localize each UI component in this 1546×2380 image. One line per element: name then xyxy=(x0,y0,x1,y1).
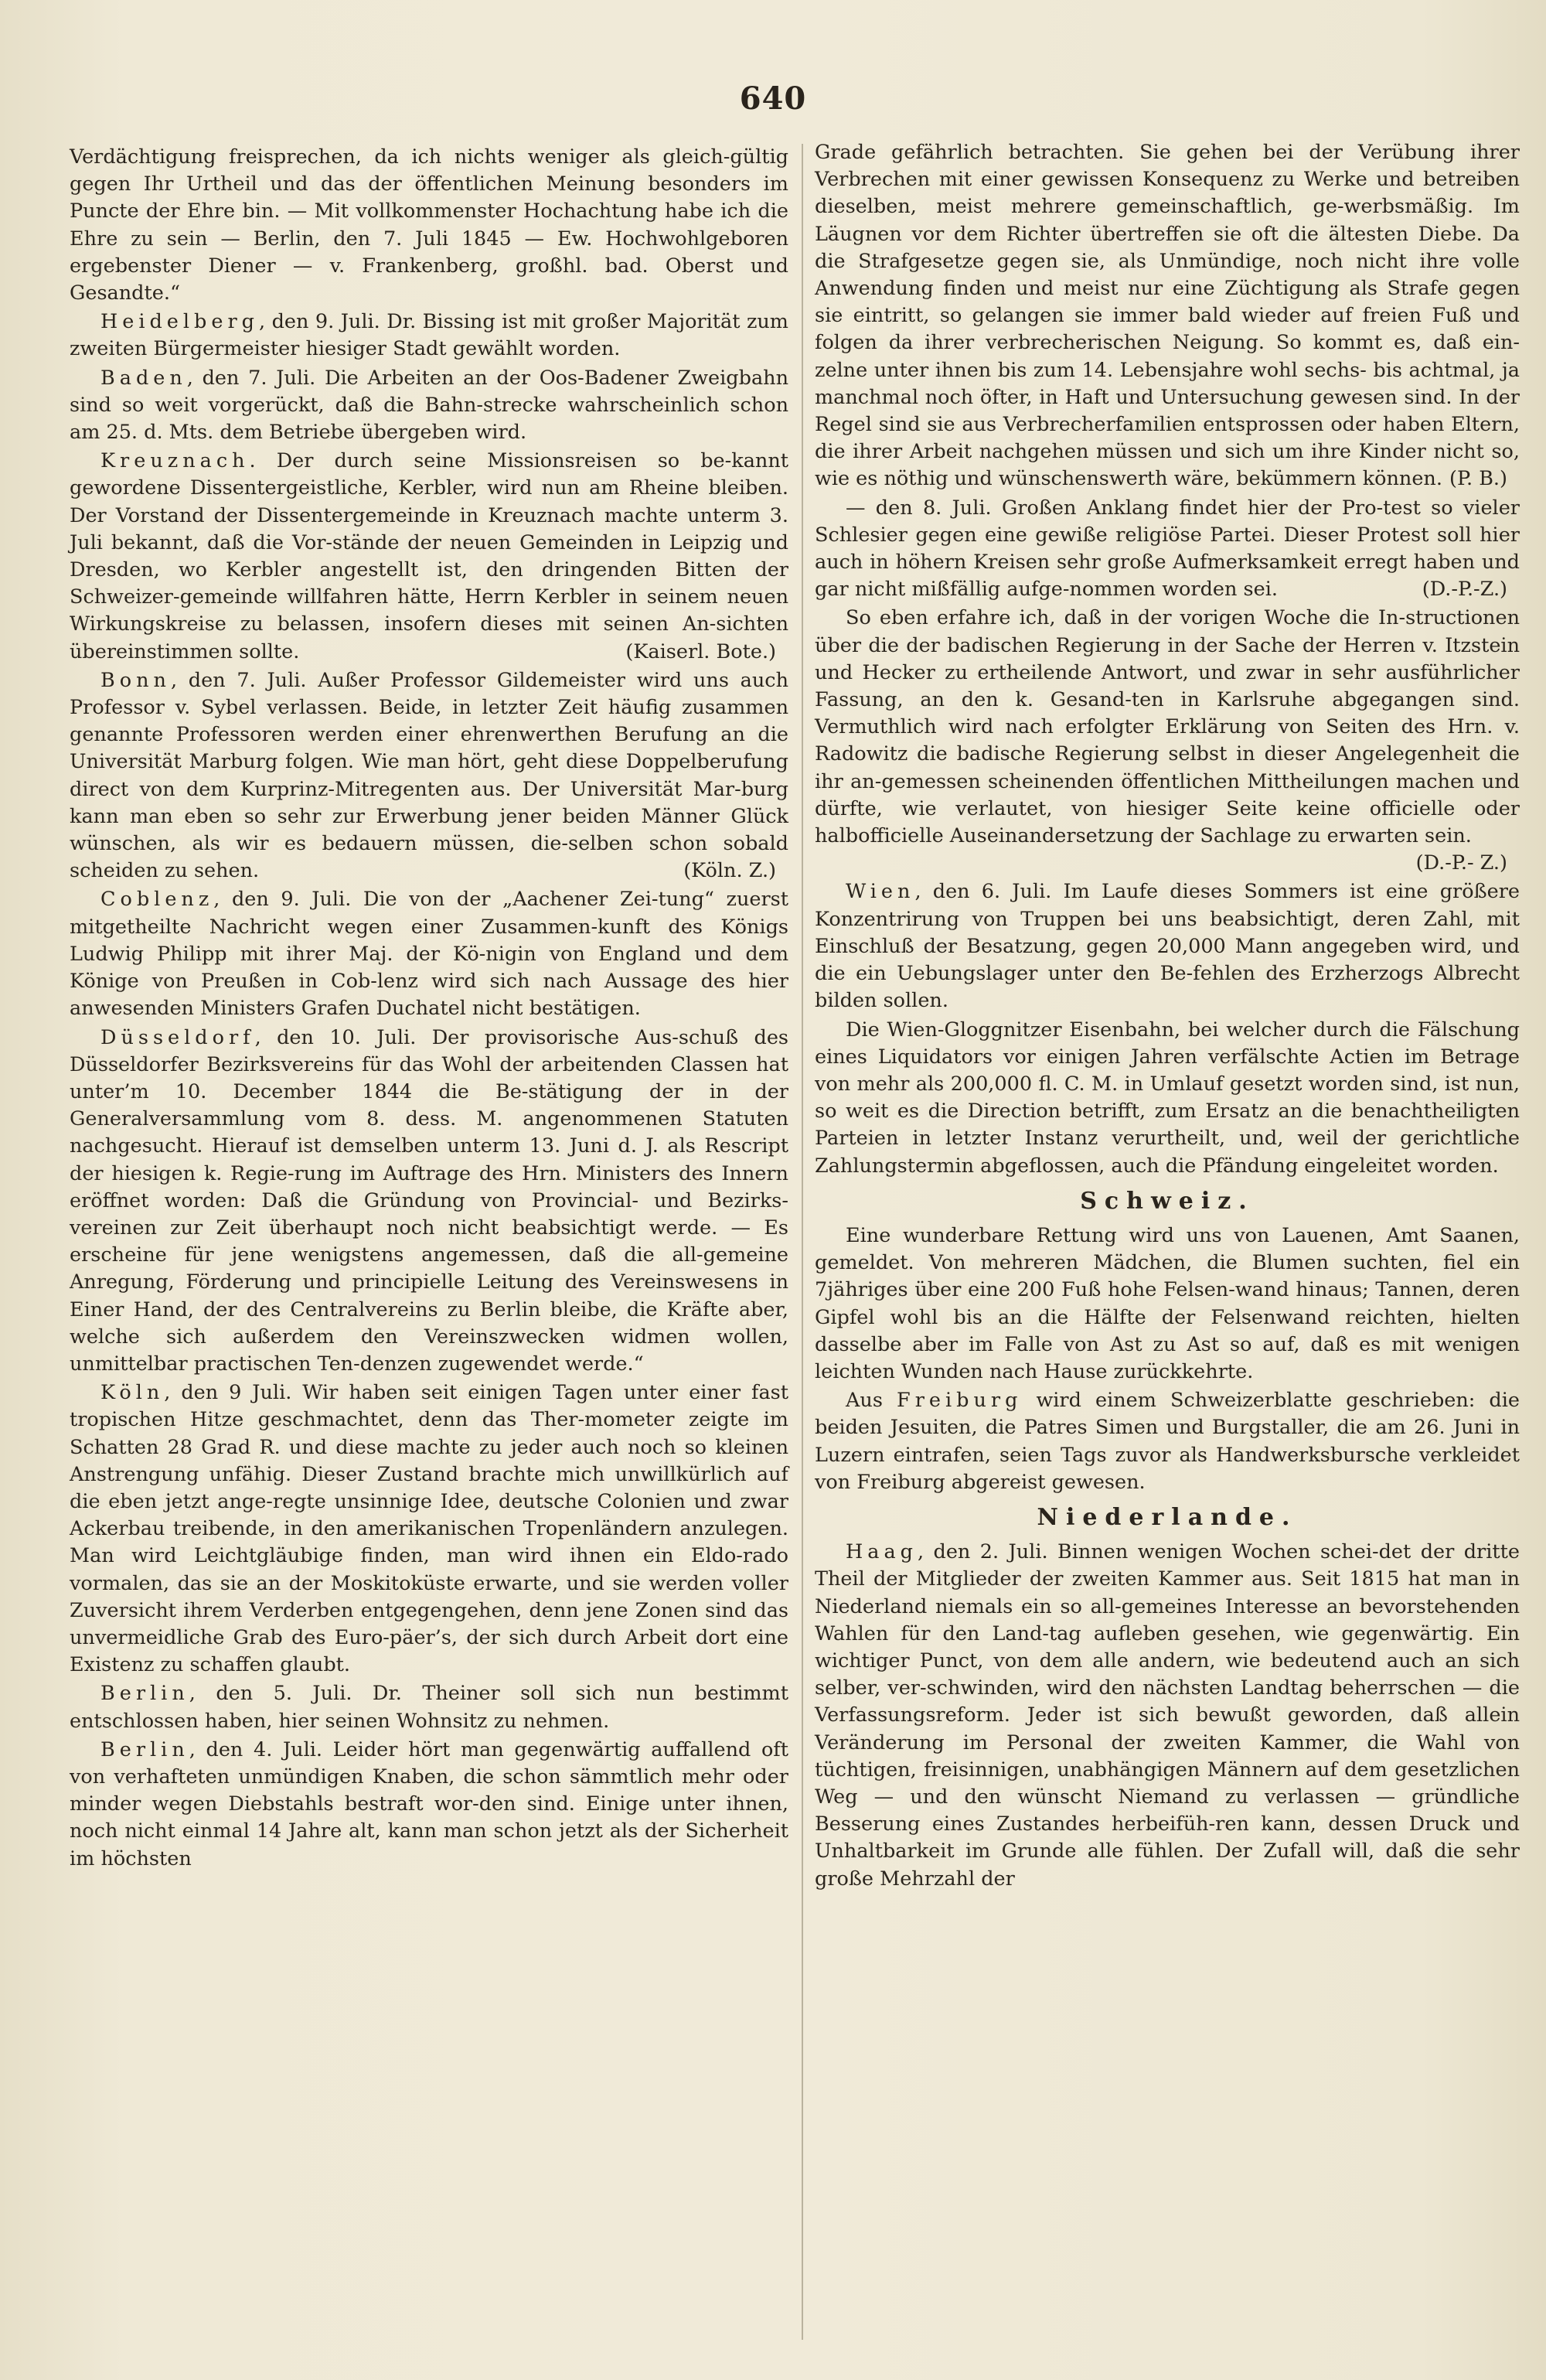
paragraph-text: , den 5. Juli. Dr. Theiner soll sich nun bestimmt entschlossen haben, hier seinen Wohnsitz zu nehmen. xyxy=(70,1682,788,1733)
source-citation: (D.-P.-Z.) xyxy=(1422,578,1507,602)
article-paragraph xyxy=(70,667,788,885)
dateline-place: Düsseldorf xyxy=(100,1025,255,1049)
page-number: 640 xyxy=(739,80,807,117)
article-paragraph xyxy=(70,1025,788,1379)
dateline-place: Freiburg xyxy=(897,1389,1023,1413)
article-paragraph xyxy=(70,365,788,447)
paragraph-text: wird einem Schweizerblatte geschrieben: die beiden Jesuiten, die Patres Simen und Burgstaller, die am 26. Juni in Luzern eintrafen, seien Tags zuvor als Handwerksbursche verkleidet von Freiburg abgereist gewesen. xyxy=(815,1389,1520,1494)
source-citation: (Kaiserl. Bote.) xyxy=(625,639,776,663)
dateline-place: Bonn xyxy=(100,668,171,692)
paragraph-text: , den 7. Juli. Die Arbeiten an der Oos-Badener Zweigbahn sind so weit vorgerückt, daß die Bahn-strecke wahrscheinlich schon am 25. d. Mts. dem Betriebe übergeben wird. xyxy=(70,366,788,445)
article-paragraph xyxy=(815,495,1520,604)
dateline-place: Wien xyxy=(846,880,915,904)
paragraph-text: , den 7. Juli. Außer Professor Gildemeister wird uns auch Professor v. Sybel verlassen. Beide, in letzter Zeit häufig zusammen genannte Professoren werden einer ehrenwerthen Berufung an die Universität Marburg folgen. Wie man hört, geht diese Doppelberufung direct von dem Kurprinz-Mitregenten aus. Der Universität Mar-burg kann man eben so sehr zur Erwerbung jener beiden Männer Glück wünschen, als wir es bedauern müssen, die-selben schon sobald scheiden zu sehen. xyxy=(70,668,788,883)
section-niederlande-body xyxy=(815,1539,1520,1893)
article-paragraph xyxy=(815,139,1520,493)
section-heading-schweiz: Schweiz. xyxy=(1080,1187,1255,1215)
right-column-articles xyxy=(815,139,1520,1180)
dateline-place: Berlin xyxy=(100,1737,189,1761)
dateline-place: Coblenz xyxy=(100,888,214,912)
paragraph-text: Grade gefährlich betrachten. Sie gehen bei der Verübung ihrer Verbrechen mit einer gewissen Konsequenz zu Werke und betreiben dieselben, meist mehrere gemeinschaftlich, ge-werbsmäßig. Im Läugnen vor dem Richter übertreffen sie oft die ältesten Diebe. Da die Strafgesetze gegen sie, als Unmündige, noch nicht ihre volle Anwendung finden und meist nur eine Züchtigung als Strafe gegen sie eintritt, so gelangen sie immer bald wieder auf freien Fuß und folgen da ihrer verbrecherischen Neigung. So kommt es, daß ein-zelne unter ihnen bis zum 14. Lebensjahre wohl sechs- bis achtmal, ja manchmal noch öfter, in Haft und Untersuchung gewesen sind. In der Regel sind sie aus Verbrecherfamilien entsprossen oder haben Eltern, die ihrer Arbeit nachgehen müssen und sich um ihre Kinder nicht so, wie es nöthig und wünschenswerth wäre, bekümmern können. xyxy=(815,141,1520,491)
paragraph-text: So eben erfahre ich, daß in der vorigen Woche die In-structionen über die der badischen Regierung in der Sache der Herren v. Itzstein und Hecker zu ertheilende Antwort, und zwar in sehr ausführlicher Fassung, an den k. Gesand-ten in Karlsruhe abgegangen sind. Vermuthlich wird nach erfolgter Erklärung von Seiten des Hrn. v. Radowitz die badische Regierung selbst in dieser Angelegenheit die ihr an-gemessen scheinenden öffentlichen Mittheilungen machen und dürfte, wie verlautet, von hiesiger Seite keine officielle oder halbofficielle Auseinandersetzung der Sachlage zu erwarten sein. xyxy=(815,606,1520,848)
paragraph-text: — den 8. Juli. Großen Anklang findet hier der Pro-test so vieler Schlesier gegen eine gewiße religiöse Partei. Dieser Protest soll hier auch in höhern Kreisen sehr große Aufmerksamkeit erregt haben und gar nicht mißfällig aufge-nommen worden sei. xyxy=(815,496,1520,602)
article-paragraph xyxy=(70,1680,788,1734)
paragraph-lead-text: Aus xyxy=(846,1389,897,1413)
paragraph-text: Die Wien-Gloggnitzer Eisenbahn, bei welcher durch die Fälschung eines Liquidators vor einigen Jahren verfälschte Actien im Betrage von mehr als 200,000 fl. C. M. in Umlauf gesetzt worden sind, ist nun, so weit es die Direction betrifft, zum Ersatz an die benachtheiligten Parteien in letzter Instanz verurtheilt, und, weil der gerichtliche Zahlungstermin abgeflossen, auch die Pfändung eingeleitet worden. xyxy=(815,1018,1520,1178)
section-heading-niederlande: Niederlande. xyxy=(1037,1503,1298,1531)
article-paragraph xyxy=(815,1539,1520,1893)
paragraph-text: Eine wunderbare Rettung wird uns von Lauenen, Amt Saanen, gemeldet. Von mehreren Mädchen, die Blumen suchten, fiel ein 7jähriges über eine 200 Fuß hohe Felsen-wand hinaus; Tannen, deren Gipfel wohl bis an die Hälfte der Felsenwand reichten, hielten dasselbe aber im Falle von Ast zu Ast so auf, daß es mit wenigen leichten Wunden nach Hause zurückkehrte. xyxy=(815,1223,1520,1383)
paragraph-text: , den 4. Juli. Leider hört man gegenwärtig auffallend oft von verhafteten unmündigen Knaben, die schon sämmtlich mehr oder minder wegen Diebstahls bestraft wor-den sind. Einige unter ihnen, noch nicht einmal 14 Jahre alt, kann man schon jetzt als der Sicherheit im höchsten xyxy=(70,1737,788,1870)
left-column xyxy=(70,144,788,1874)
paragraph-text: Verdächtigung freisprechen, da ich nichts weniger als gleich-gültig gegen Ihr Urtheil und das der öffentlichen Meinung besonders im Puncte der Ehre bin. — Mit vollkommenster Hochachtung habe ich die Ehre zu sein — Berlin, den 7. Juli 1845 — Ew. Hochwohlgeboren ergebenster Diener — v. Frankenberg, großhl. bad. Oberst und Gesandte.“ xyxy=(70,145,788,305)
article-paragraph xyxy=(815,1017,1520,1180)
paragraph-text: , den 9 Juli. Wir haben seit einigen Tagen unter einer fast tropischen Hitze geschmachtet, denn das Ther-mometer zeigte im Schatten 28 Grad R. und diese machte zu jeder auch noch so kleinen Anstrengung unfähig. Dieser Zustand brachte mich unwillkürlich auf die eben jetzt ange-regte unsinnige Idee, deutsche Colonien und zwar Ackerbau treibende, in den amerikanischen Tropenländern anzulegen. Man wird Leichtgläubige finden, man wird ihnen ein Eldo-rado vormalen, das sie an der Moskitoküste erwarte, und sie werden voller Zuversicht ihrem Verderben entgegengehen, denn jene Zonen sind das unvermeidliche Grab des Euro-päer’s, der sich durch Arbeit dort eine Existenz zu schaffen glaubt. xyxy=(70,1381,788,1677)
source-citation: (P. B.) xyxy=(1449,467,1507,491)
article-paragraph xyxy=(70,1737,788,1873)
dateline-place: Baden xyxy=(100,366,187,390)
article-paragraph xyxy=(70,886,788,1022)
dateline-place: Heidelberg xyxy=(100,310,259,334)
article-paragraph xyxy=(815,605,1520,877)
paragraph-text: , den 6. Juli. Im Laufe dieses Sommers ist eine größere Konzentrirung von Truppen bei uns beabsichtigt, deren Zahl, mit Einschluß der Besatzung, gegen 20,000 Mann angegeben wird, und die ein Uebungslager unter den Be-fehlen des Erzherzogs Albrecht bilden sollen. xyxy=(815,880,1520,1013)
article-paragraph xyxy=(70,309,788,363)
dateline-place: Köln xyxy=(100,1381,165,1405)
article-paragraph xyxy=(815,1387,1520,1496)
article-paragraph xyxy=(815,878,1520,1014)
paragraph-text: . Der durch seine Missionsreisen so be-kannt gewordene Dissentergeistliche, Kerbler, wird nun am Rheine bleiben. Der Vorstand der Dissentergemeinde in Kreuznach machte unterm 3. Juli bekannt, daß die Vor-stände der neuen Gemeinden in Leipzig und Dresden, wo Kerbler angestellt ist, den dringenden Bitten der Schweizer-gemeinde willfahren hätte, Herrn Kerbler in seinem neuen Wirkungskreise zu belassen, insofern dieses mit seinen An-sichten übereinstimmen sollte. xyxy=(70,449,788,663)
paragraph-text: , den 9. Juli. Die von der „Aachener Zei-tung“ zuerst mitgetheilte Nachricht wegen einer Zusammen-kunft des Königs Ludwig Philipp mit ihrer Maj. der Kö-nigin von England und dem Könige von Preußen in Cob-lenz wird sich nach Aussage des hier anwesenden Ministers Grafen Duchatel nicht bestätigen. xyxy=(70,888,788,1021)
column-divider xyxy=(802,144,803,2340)
article-paragraph xyxy=(70,144,788,307)
article-paragraph xyxy=(815,1222,1520,1386)
right-column xyxy=(815,139,1520,1894)
source-citation: (D.-P.- Z.) xyxy=(1415,851,1507,875)
section-schweiz-body xyxy=(815,1222,1520,1496)
dateline-place: Haag xyxy=(846,1540,918,1564)
article-paragraph xyxy=(70,448,788,666)
dateline-place: Kreuznach xyxy=(100,449,250,473)
article-paragraph xyxy=(70,1379,788,1679)
paragraph-text: , den 9. Juli. Dr. Bissing ist mit großer Majorität zum zweiten Bürgermeister hiesiger Stadt gewählt worden. xyxy=(70,310,788,361)
source-citation: (Köln. Z.) xyxy=(683,859,776,883)
dateline-place: Berlin xyxy=(100,1682,189,1706)
paragraph-text: , den 10. Juli. Der provisorische Aus-schuß des Düsseldorfer Bezirksvereins für das Wohl der arbeitenden Classen hat unter’m 10. December 1844 die Be-stätigung der in der Generalversammlung vom 8. dess. M. angenommenen Statuten nachgesucht. Hierauf ist demselben unterm 13. Juni d. J. als Rescript der hiesigen k. Regie-rung im Auftrage des Hrn. Ministers des Innern eröffnet worden: Daß die Gründung von Provincial- und Bezirks-vereinen zur Zeit überhaupt noch nicht beabsichtigt werde. — Es erscheine für jene wenigstens angemessen, daß die all-gemeine Anregung, Förderung und principielle Leitung des Vereinswesens in Einer Hand, der des Centralvereins zu Berlin bleibe, die Kräfte aber, welche sich außerdem den Vereinszwecken widmen wollen, unmittelbar practischen Ten-denzen zugewendet werde.“ xyxy=(70,1025,788,1376)
paragraph-text: , den 2. Juli. Binnen wenigen Wochen schei-det der dritte Theil der Mitglieder der zweiten Kammer aus. Seit 1815 hat man in Niederland niemals ein so all-gemeines Interesse an bevorstehenden Wahlen für den Land-tag aufleben gesehen, wie gegenwärtig. Ein wichtiger Punct, von dem alle andern, wie bedeutend auch an sich selber, ver-schwinden, wird den nächsten Landtag beherrschen — die Verfassungsreform. Jeder ist sich bewußt geworden, daß allein Veränderung im Personal der zweiten Kammer, die Wahl von tüchtigen, freisinnigen, unabhängigen Männern auf dem gesetzlichen Weg — und den wünscht Niemand zu verlassen — gründliche Besserung eines Zustandes herbeifüh-ren kann, dessen Druck und Unhaltbarkeit im Grunde alle fühlen. Der Zufall will, daß die sehr große Mehrzahl der xyxy=(815,1540,1520,1891)
